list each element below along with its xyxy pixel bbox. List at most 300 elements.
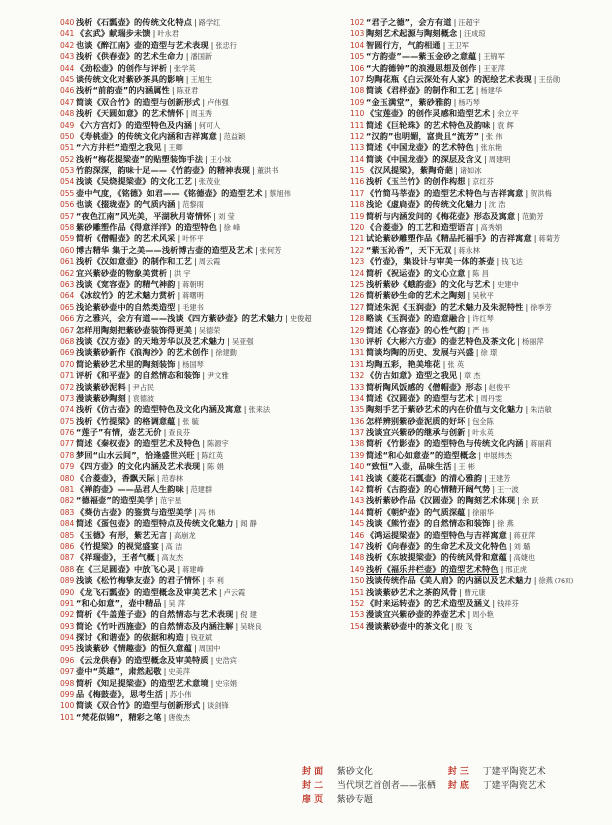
separator: | [475, 392, 479, 403]
toc-entry[interactable] [60, 97, 300, 108]
separator: | [533, 575, 537, 586]
toc-entry[interactable] [60, 222, 300, 233]
page-number: 131 [350, 348, 365, 358]
toc-entry[interactable] [350, 382, 600, 393]
author-name: 蒋亚萍 [513, 530, 536, 540]
separator: | [533, 73, 537, 84]
separator: | [508, 552, 512, 563]
separator: | [481, 130, 484, 141]
author-name: 王一波 [497, 485, 519, 495]
page-number: 084 [60, 519, 75, 529]
toc-entry[interactable] [350, 416, 600, 427]
toc-entry[interactable] [350, 51, 600, 62]
author-name: 周丹雯 [480, 393, 503, 403]
toc-entry[interactable] [60, 165, 300, 176]
toc-entry[interactable] [350, 40, 600, 51]
author-name: 袁德波 [132, 393, 155, 403]
toc-entry[interactable] [350, 587, 600, 598]
toc-entry[interactable] [60, 74, 300, 85]
toc-entry[interactable] [60, 336, 300, 347]
toc-entry[interactable] [350, 176, 600, 187]
article-title: 漫谈紫砂壶中的茶文化 [366, 620, 449, 631]
author-name: 汪成琼 [463, 29, 486, 39]
author-name: 高 洁 [165, 541, 183, 551]
separator: | [453, 461, 457, 472]
page-number: 121 [350, 234, 365, 244]
author-name: 钱飞达 [501, 257, 523, 267]
credit-label: 封 三 [447, 767, 469, 777]
page-number: 151 [350, 587, 365, 597]
toc-entry[interactable] [350, 609, 600, 620]
author-name: 陈 昌 [472, 268, 489, 278]
author-name: 范勤芳 [521, 211, 544, 221]
author-name: 陈亚君 [176, 86, 199, 96]
toc-entry[interactable] [60, 621, 300, 632]
toc-entry[interactable] [350, 28, 600, 39]
toc-entry[interactable] [60, 530, 300, 541]
toc-entry[interactable] [350, 74, 600, 85]
toc-entry[interactable] [350, 85, 600, 96]
toc-entry[interactable] [350, 199, 600, 210]
toc-entry[interactable] [60, 507, 300, 518]
author-name: 杨丽萍 [521, 336, 544, 346]
separator: | [163, 427, 167, 438]
author-name: 吴亚强 [231, 336, 254, 346]
credits-row [302, 793, 602, 807]
toc-entry[interactable] [350, 370, 600, 381]
page-number: 115 [350, 166, 365, 176]
separator: | [185, 51, 189, 62]
page-number: 150 [350, 576, 365, 586]
toc-entry[interactable] [60, 518, 300, 529]
toc-entry[interactable] [60, 461, 300, 472]
article-title: 浅析《向春壶》的生命艺术及文化特色 [366, 540, 507, 551]
toc-entry[interactable] [350, 256, 600, 267]
author-name: 陈 娟 [207, 462, 224, 472]
page-number: 072 [60, 382, 75, 392]
toc-entry[interactable] [350, 575, 600, 586]
author-name: 曹元康 [463, 587, 486, 597]
toc-entry[interactable] [60, 325, 300, 336]
separator: | [196, 449, 200, 460]
author-name: 钱祥芬 [497, 598, 519, 608]
page-number: 075 [60, 416, 75, 426]
toc-entry[interactable] [60, 233, 300, 244]
article-title: 简谈《君样壶》的制作和工艺 [366, 85, 474, 96]
author-name: 卢伟强 [207, 97, 229, 107]
article-title: 浅析“前韵壶”的内涵属性 [76, 85, 170, 96]
toc-entry[interactable] [60, 51, 300, 62]
toc-entry[interactable] [60, 655, 300, 666]
toc-entry[interactable] [350, 245, 600, 256]
credit-value: 紫砂专题 [336, 795, 373, 805]
author-name: 刘 璐 [513, 541, 531, 551]
toc-entry[interactable] [350, 63, 600, 74]
toc-entry[interactable] [60, 552, 300, 563]
page-number: 076 [60, 428, 75, 438]
toc-entry[interactable] [60, 268, 300, 279]
article-title: 简述《蛋包壶》的造型特点及传统文化魅力 [76, 518, 234, 529]
toc-entry[interactable] [350, 313, 600, 324]
author-name: 邢正虎 [505, 564, 527, 574]
article-title: 评析《大彬六方壶》的壶艺特色及茶文化 [366, 335, 516, 346]
author-name: 高友杰 [161, 553, 184, 563]
toc-entry[interactable] [350, 473, 600, 484]
separator: | [453, 244, 457, 255]
author-name: 王建芳 [488, 473, 511, 483]
page-number: 130 [350, 336, 365, 346]
page-number: 101 [60, 712, 75, 722]
separator: | [202, 438, 206, 449]
author-name: 蒋永林 [458, 245, 480, 255]
author-name: 高秀娟 [480, 223, 503, 233]
separator: | [210, 39, 214, 50]
author-name: 闻 静 [240, 519, 257, 529]
separator: | [177, 233, 181, 244]
toc-entry[interactable] [60, 63, 300, 74]
author-name: 范春林 [161, 473, 184, 483]
toc-entry[interactable] [60, 632, 300, 643]
author-name: 张 伟 [485, 131, 503, 141]
toc-entry[interactable] [350, 484, 600, 495]
author-name: 陈源宇 [207, 439, 229, 449]
article-title: 智圆行方，气韵相通 [366, 39, 441, 50]
toc-entry[interactable] [350, 131, 600, 142]
toc-entry[interactable] [60, 313, 312, 324]
article-title: 评析《和平壶》的自然情态和装饰 [76, 370, 201, 381]
toc-entry[interactable] [60, 678, 300, 689]
author-name: 殷 飞 [455, 621, 473, 631]
article-title: 《时来运转壶》的艺术造型及涵义 [366, 597, 491, 608]
separator: | [156, 552, 160, 563]
author-name: 吴秋平 [472, 291, 494, 301]
toc-entry[interactable] [60, 359, 300, 370]
article-title: “六方井栏”造型之我见 [76, 142, 162, 153]
credit-label: 扉 页 [302, 795, 324, 805]
toc-entry[interactable] [60, 473, 300, 484]
toc-entry[interactable] [60, 290, 300, 301]
separator: | [484, 153, 487, 164]
separator: | [484, 199, 487, 210]
author-name: 张来法 [248, 405, 271, 415]
toc-entry[interactable] [350, 427, 600, 438]
author-name: 尹占民 [132, 382, 155, 392]
separator: | [235, 609, 239, 620]
author-name: 徐丽华 [472, 507, 494, 517]
toc-entry[interactable] [350, 165, 600, 176]
page-number: 086 [60, 541, 75, 551]
article-title: 简述《巨轮珠》的艺术特色及韵味 [366, 119, 491, 130]
article-title: 简谈均陶的历史、发展与兴盛 [366, 347, 474, 358]
page-number: 131 [350, 359, 365, 369]
article-title: 简析《知足提梁壶》的造型艺术意境 [76, 677, 209, 688]
article-title: 《玉德》有形，紫艺无言 [76, 529, 168, 540]
toc-entry[interactable] [60, 256, 300, 267]
article-title: 浅论《虚扃壶》的传统文化魅力 [366, 199, 483, 210]
toc-entry[interactable] [350, 325, 600, 336]
separator: | [508, 529, 512, 540]
separator: | [152, 28, 156, 39]
toc-entry[interactable] [350, 290, 600, 301]
toc-entry[interactable] [350, 336, 600, 347]
toc-entry[interactable] [350, 393, 600, 404]
toc-entry[interactable] [60, 40, 300, 51]
toc-entry[interactable] [60, 120, 300, 131]
separator: | [202, 575, 206, 586]
page-number: 046 [60, 86, 75, 96]
article-title: 简述《汉圆壶》的造型与艺术 [366, 392, 474, 403]
author-name: 周玉秀 [190, 109, 213, 119]
page-number: 069 [60, 348, 75, 358]
toc-entry[interactable] [60, 700, 300, 711]
separator: | [264, 187, 268, 198]
article-title: 《汉风提梁》，紫陶奇葩 [366, 165, 454, 176]
article-title: 《寿桃壶》的传统文化内涵和吉祥寓意 [76, 130, 217, 141]
author-name: 汪超宇 [458, 18, 480, 27]
author-name: 范建群 [190, 485, 213, 495]
toc-entry[interactable] [350, 530, 600, 541]
toc-entry[interactable] [60, 666, 300, 677]
credit-label: 封 面 [302, 767, 324, 777]
separator: | [156, 472, 160, 483]
page-number: 083 [60, 507, 75, 517]
page-number: 103 [350, 29, 365, 39]
author-name: 史浩宾 [215, 655, 237, 665]
toc-entry[interactable] [350, 347, 600, 358]
toc-entry[interactable] [60, 495, 300, 506]
separator: | [202, 461, 206, 472]
separator: | [459, 28, 462, 39]
toc-entry[interactable] [60, 176, 300, 187]
page-number: 077 [60, 439, 75, 449]
author-name: 史宗娟 [215, 678, 237, 688]
toc-entry[interactable] [60, 108, 300, 119]
toc-entry[interactable] [350, 97, 600, 108]
toc-entry[interactable] [350, 450, 600, 461]
article-title: “大韵德钟”的浪漫思想及创作 [366, 62, 477, 73]
toc-left-column [60, 17, 312, 723]
page-number: 144 [350, 507, 365, 517]
toc-entry[interactable] [60, 245, 300, 256]
toc-entry[interactable] [350, 541, 600, 552]
article-title: 浅析紫砂作品《汉圆壶》的陶刻艺术体现 [366, 495, 516, 506]
page-number: 043 [60, 52, 75, 62]
toc-entry[interactable] [60, 28, 300, 39]
article-title: 浅谈《熊竹壶》的自然情态和装饰 [366, 518, 491, 529]
toc-entry[interactable] [60, 211, 300, 222]
author-name: 杨国琴 [182, 359, 204, 369]
toc-entry[interactable] [60, 302, 300, 313]
separator: | [517, 210, 520, 221]
separator: | [218, 130, 222, 141]
separator: | [484, 472, 487, 483]
toc-entry[interactable] [350, 17, 600, 28]
page-number: 054 [60, 177, 75, 187]
article-title: 怎样辨别紫砂壶泥质的好坏 [366, 415, 466, 426]
toc-entry[interactable] [350, 518, 600, 529]
toc-entry[interactable] [60, 382, 300, 393]
page-number: 134 [350, 393, 365, 403]
author-name: 张 毓 [182, 416, 199, 426]
toc-entry[interactable] [350, 507, 600, 518]
toc-entry[interactable] [60, 154, 300, 165]
article-title: 《云龙供春》的造型概念及审美特质 [76, 654, 209, 665]
toc-entry[interactable] [350, 302, 600, 313]
page-number: 127 [350, 302, 365, 312]
toc-entry[interactable] [350, 598, 600, 609]
toc-entry[interactable] [350, 211, 600, 222]
toc-entry[interactable] [60, 85, 300, 96]
toc-entry[interactable] [60, 609, 300, 620]
toc-entry[interactable] [350, 495, 600, 506]
page-number: 093 [60, 621, 75, 631]
toc-entry[interactable] [60, 450, 300, 461]
separator: | [467, 427, 471, 438]
toc-entry[interactable] [350, 621, 600, 632]
author-name: 吴 萍 [168, 598, 185, 608]
separator: | [177, 290, 181, 301]
author-name: 张茂业 [198, 177, 221, 187]
separator: | [185, 484, 189, 495]
toc-entry[interactable] [350, 552, 600, 563]
toc-entry[interactable] [60, 598, 300, 609]
toc-entry[interactable] [350, 461, 600, 472]
article-title: 《祥瑞壶》，王者气概 [76, 552, 155, 563]
toc-entry[interactable] [350, 120, 600, 131]
page-number: 142 [350, 485, 365, 495]
article-title: 均陶花瓶《白云深处有人家》的泥绘艺术表现 [366, 73, 532, 84]
article-title: 《玄武》献瑞步未馈 [76, 28, 151, 39]
author-name: 许红琴 [472, 314, 494, 324]
toc-entry[interactable] [350, 142, 600, 153]
page-number: 087 [60, 553, 75, 563]
page-number: 100 [60, 701, 75, 711]
author-name: 包全陈 [472, 416, 494, 426]
toc-entry[interactable] [350, 233, 600, 244]
toc-entry[interactable] [350, 108, 600, 119]
separator: | [163, 666, 167, 677]
page-number: 147 [350, 541, 365, 551]
page-number: 111 [350, 120, 365, 130]
toc-entry[interactable] [350, 188, 600, 199]
article-title: 浅析《汉如意壶》的制作和工艺 [76, 256, 193, 267]
separator: | [194, 324, 197, 335]
separator: | [467, 324, 471, 335]
separator: | [177, 358, 181, 369]
separator: | [453, 17, 457, 27]
toc-entry[interactable] [350, 279, 600, 290]
toc-entry[interactable] [350, 268, 600, 279]
separator: | [194, 506, 197, 517]
toc-entry[interactable] [60, 484, 300, 495]
page-number: 096 [60, 655, 75, 665]
author-name: 高崩龙 [173, 530, 196, 540]
page-number: 102 [350, 18, 365, 27]
page-number: 106 [350, 63, 365, 73]
toc-entry[interactable] [60, 347, 300, 358]
article-title: 《合菱壶》的工艺和造型语言 [366, 222, 474, 233]
toc-entry[interactable] [60, 279, 300, 290]
page-number: 052 [60, 154, 75, 164]
page-number: 107 [350, 74, 365, 84]
toc-entry[interactable] [60, 131, 300, 142]
article-title: “梵花似锦”，精彩之笔 [76, 711, 162, 722]
toc-entry[interactable] [60, 564, 300, 575]
separator: | [194, 17, 197, 27]
page-number: 117 [350, 188, 365, 198]
toc-entry[interactable] [60, 427, 300, 438]
page-number: 066 [60, 314, 75, 324]
page-number: 063 [60, 279, 75, 289]
toc-entry[interactable] [60, 643, 300, 654]
toc-entry[interactable] [60, 393, 300, 404]
article-title: 怎样用陶刻把紫砂壶装饰得更美 [76, 324, 193, 335]
separator: | [163, 597, 167, 608]
page-number: 080 [60, 473, 75, 483]
toc-entry[interactable] [60, 188, 300, 199]
toc-entry[interactable] [60, 404, 300, 415]
author-name: 蔡旭伟 [269, 188, 291, 198]
toc-entry[interactable] [60, 416, 300, 427]
toc-entry[interactable] [60, 142, 300, 153]
toc-entry[interactable] [350, 359, 600, 370]
toc-entry[interactable] [60, 17, 300, 28]
author-name: 周云霞 [198, 257, 221, 267]
author-name: 苏小伟 [169, 690, 192, 700]
toc-entry[interactable] [350, 154, 600, 165]
separator: | [169, 529, 172, 540]
page-number: 041 [60, 29, 75, 39]
toc-entry[interactable] [60, 370, 300, 381]
article-title: 简述《秦权壶》的造型艺术及特色 [76, 438, 201, 449]
toc-entry[interactable] [350, 564, 600, 575]
toc-entry[interactable] [60, 541, 300, 552]
page-number: 051 [60, 143, 75, 153]
page-number: 064 [60, 291, 75, 301]
toc-entry[interactable] [60, 199, 300, 210]
separator: | [492, 597, 496, 608]
author-name: 史建中 [497, 279, 519, 289]
separator: | [467, 176, 471, 187]
toc-entry[interactable] [60, 689, 300, 700]
toc-entry[interactable] [350, 438, 600, 449]
separator: | [169, 267, 172, 278]
page-number: 114 [350, 154, 365, 164]
page-number: 089 [60, 576, 75, 586]
author-name: 徐 璟 [480, 348, 498, 358]
toc-entry[interactable] [60, 712, 300, 723]
toc-entry[interactable] [60, 575, 300, 586]
article-title: 浅析《玉兰竹》的创作构想 [366, 176, 466, 187]
article-title: 简析《祝运壶》的文心立意 [366, 267, 466, 278]
author-name: 钱亚斌 [190, 633, 213, 643]
toc-entry[interactable] [60, 587, 300, 598]
page-number: 118 [350, 200, 365, 210]
separator: | [475, 222, 479, 233]
article-title: 探讨《和谐壶》的依据和构造 [76, 632, 184, 643]
separator: | [235, 620, 239, 631]
separator: | [492, 119, 496, 130]
toc-entry[interactable] [350, 404, 600, 415]
page-number: 112 [350, 131, 365, 141]
page-number: 097 [60, 667, 75, 677]
article-title: 简析陶风饭感的《僧帽壶》形态 [366, 381, 483, 392]
separator: | [285, 313, 288, 324]
toc-entry[interactable] [60, 438, 300, 449]
page-number: 040 [60, 18, 75, 27]
page-number: 128 [350, 314, 365, 324]
toc-entry[interactable] [350, 222, 600, 233]
